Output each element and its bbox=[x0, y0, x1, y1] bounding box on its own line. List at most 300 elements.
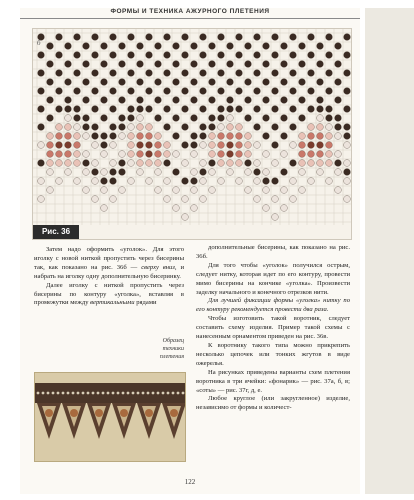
page-edge-shadow bbox=[365, 8, 414, 494]
beadwork-photo-image bbox=[35, 373, 185, 461]
bead bbox=[65, 79, 72, 86]
bead-highlight bbox=[127, 392, 130, 395]
bead bbox=[290, 106, 297, 113]
bead bbox=[182, 142, 189, 149]
bead bbox=[335, 160, 342, 167]
bead bbox=[245, 169, 252, 176]
bead bbox=[227, 124, 234, 131]
bead bbox=[263, 151, 270, 158]
bead bbox=[236, 124, 243, 131]
bead bbox=[191, 115, 198, 122]
bead bbox=[119, 97, 126, 104]
bead bbox=[281, 187, 288, 194]
bead bbox=[146, 88, 153, 95]
beadwork-rosette bbox=[170, 409, 178, 417]
bead bbox=[47, 79, 54, 86]
bead bbox=[254, 142, 261, 149]
bead bbox=[110, 34, 117, 41]
beadwork-diagram bbox=[33, 29, 351, 239]
bead bbox=[47, 142, 54, 149]
bead bbox=[47, 133, 54, 140]
bead bbox=[146, 178, 153, 185]
bead bbox=[299, 169, 306, 176]
bead bbox=[227, 133, 234, 140]
bead bbox=[92, 178, 99, 185]
bead bbox=[227, 106, 234, 113]
bead bbox=[290, 142, 297, 149]
bead bbox=[209, 124, 216, 131]
bead bbox=[326, 160, 333, 167]
bead bbox=[47, 43, 54, 50]
bead bbox=[119, 151, 126, 158]
bead bbox=[137, 79, 144, 86]
bead bbox=[236, 160, 243, 167]
bead bbox=[137, 115, 144, 122]
bead bbox=[101, 151, 108, 158]
bead bbox=[299, 79, 306, 86]
bead bbox=[110, 196, 117, 203]
bead bbox=[101, 178, 108, 185]
bead bbox=[263, 97, 270, 104]
bead bbox=[65, 160, 72, 167]
body-text: Для того чтобы «уголок» получился острым, следует нитку, которая идет по его контуру, провести мимо бисерины на кончике «уголка». Произвести заделку начального и конечного отрезков нити. bbox=[196, 261, 350, 296]
bead bbox=[182, 178, 189, 185]
bead bbox=[290, 34, 297, 41]
bead bbox=[326, 34, 333, 41]
bead bbox=[191, 178, 198, 185]
bead bbox=[335, 124, 342, 131]
bead-highlight bbox=[77, 392, 80, 395]
bead bbox=[173, 79, 180, 86]
bead-highlight bbox=[97, 392, 100, 395]
bead-highlight bbox=[37, 392, 40, 395]
bead bbox=[308, 70, 315, 77]
bead bbox=[56, 70, 63, 77]
bead bbox=[65, 106, 72, 113]
bead bbox=[101, 142, 108, 149]
bead bbox=[146, 133, 153, 140]
bead bbox=[317, 133, 324, 140]
bead bbox=[164, 196, 171, 203]
bead-highlight bbox=[62, 392, 65, 395]
bead bbox=[245, 133, 252, 140]
bead bbox=[263, 79, 270, 86]
bead bbox=[56, 142, 63, 149]
bead bbox=[272, 34, 279, 41]
page-number: 122 bbox=[184, 478, 196, 486]
bead-highlight bbox=[162, 392, 165, 395]
bead bbox=[209, 43, 216, 50]
bead bbox=[281, 205, 288, 212]
bead bbox=[308, 34, 315, 41]
bead bbox=[281, 97, 288, 104]
bead bbox=[56, 124, 63, 131]
bead bbox=[92, 34, 99, 41]
bead bbox=[38, 142, 45, 149]
bead bbox=[290, 160, 297, 167]
bead bbox=[326, 115, 333, 122]
bead bbox=[344, 70, 351, 77]
bead bbox=[83, 151, 90, 158]
bead bbox=[335, 43, 342, 50]
bead bbox=[119, 79, 126, 86]
bead bbox=[263, 187, 270, 194]
bead bbox=[236, 106, 243, 113]
bead bbox=[155, 43, 162, 50]
bead bbox=[263, 169, 270, 176]
bead bbox=[191, 43, 198, 50]
emphasis-text: Для лучшей фиксации формы «уголка» нитку по его контуру рекомендуется провести два раза. bbox=[196, 297, 350, 314]
bead bbox=[308, 88, 315, 95]
bead bbox=[245, 79, 252, 86]
bead bbox=[290, 70, 297, 77]
bead bbox=[335, 151, 342, 158]
bead bbox=[164, 52, 171, 59]
bead bbox=[227, 79, 234, 86]
bead bbox=[281, 169, 288, 176]
bead bbox=[200, 52, 207, 59]
bead bbox=[119, 115, 126, 122]
bead bbox=[110, 88, 117, 95]
bead bbox=[164, 178, 171, 185]
paragraph bbox=[34, 282, 184, 309]
bead bbox=[47, 97, 54, 104]
bead bbox=[173, 97, 180, 104]
bead bbox=[137, 169, 144, 176]
bead bbox=[290, 52, 297, 59]
bead bbox=[110, 70, 117, 77]
bead bbox=[173, 151, 180, 158]
bead bbox=[56, 52, 63, 59]
bead bbox=[155, 79, 162, 86]
bead bbox=[281, 61, 288, 68]
bead bbox=[272, 178, 279, 185]
bead bbox=[92, 70, 99, 77]
bead bbox=[164, 151, 171, 158]
bead bbox=[299, 115, 306, 122]
bead bbox=[209, 61, 216, 68]
bead bbox=[218, 88, 225, 95]
bead bbox=[218, 106, 225, 113]
bead bbox=[65, 142, 72, 149]
bead bbox=[227, 115, 234, 122]
bead bbox=[308, 178, 315, 185]
bead bbox=[335, 187, 342, 194]
bead bbox=[128, 34, 135, 41]
beadwork-rosette bbox=[145, 409, 153, 417]
bead bbox=[56, 160, 63, 167]
bead-highlight bbox=[112, 392, 115, 395]
bead bbox=[146, 151, 153, 158]
bead bbox=[227, 97, 234, 104]
bead bbox=[335, 115, 342, 122]
bead bbox=[182, 160, 189, 167]
bead bbox=[200, 106, 207, 113]
body-text: , и набрать на иголку одну дополнительную бисеринку. bbox=[34, 263, 185, 280]
bead bbox=[272, 124, 279, 131]
bead bbox=[209, 160, 216, 167]
bead bbox=[254, 52, 261, 59]
bead bbox=[47, 115, 54, 122]
bead bbox=[200, 142, 207, 149]
bead bbox=[146, 160, 153, 167]
bead bbox=[236, 178, 243, 185]
bead bbox=[209, 169, 216, 176]
bead bbox=[182, 52, 189, 59]
bead bbox=[218, 70, 225, 77]
bead bbox=[128, 178, 135, 185]
bead bbox=[209, 97, 216, 104]
bead-highlight bbox=[167, 392, 170, 395]
bead bbox=[92, 133, 99, 140]
bead bbox=[200, 169, 207, 176]
paragraph bbox=[34, 246, 184, 282]
bead bbox=[236, 34, 243, 41]
bead bbox=[92, 88, 99, 95]
bead bbox=[200, 196, 207, 203]
bead bbox=[299, 142, 306, 149]
bead bbox=[335, 61, 342, 68]
bead bbox=[209, 142, 216, 149]
bead bbox=[128, 115, 135, 122]
bead bbox=[317, 61, 324, 68]
bead bbox=[263, 133, 270, 140]
bead bbox=[200, 178, 207, 185]
bead bbox=[308, 52, 315, 59]
bead bbox=[182, 196, 189, 203]
bead bbox=[74, 142, 81, 149]
bead bbox=[83, 61, 90, 68]
bead bbox=[236, 142, 243, 149]
bead bbox=[290, 178, 297, 185]
bead bbox=[119, 124, 126, 131]
bead bbox=[38, 70, 45, 77]
bead bbox=[299, 151, 306, 158]
bead bbox=[101, 97, 108, 104]
bead bbox=[155, 133, 162, 140]
bead bbox=[164, 70, 171, 77]
bead bbox=[101, 79, 108, 86]
bead bbox=[245, 187, 252, 194]
bead bbox=[56, 88, 63, 95]
bead-highlight bbox=[142, 392, 145, 395]
bead bbox=[38, 196, 45, 203]
bead bbox=[281, 151, 288, 158]
body-text: К воротнику такого типа можно прикрепить несколько цепочек или тонких жгутов в виде ожерелья. bbox=[196, 341, 350, 367]
bead bbox=[326, 52, 333, 59]
bead bbox=[209, 79, 216, 86]
bead bbox=[299, 160, 306, 167]
bead bbox=[218, 34, 225, 41]
bead bbox=[290, 88, 297, 95]
bead-highlight bbox=[67, 392, 70, 395]
bead-highlight bbox=[42, 392, 45, 395]
bead bbox=[344, 142, 351, 149]
bead bbox=[263, 43, 270, 50]
bead bbox=[308, 124, 315, 131]
bead bbox=[344, 169, 351, 176]
bead bbox=[137, 133, 144, 140]
bead bbox=[317, 151, 324, 158]
bead bbox=[344, 196, 351, 203]
bead bbox=[326, 142, 333, 149]
bead bbox=[173, 205, 180, 212]
bead bbox=[110, 169, 117, 176]
bead bbox=[92, 142, 99, 149]
bead bbox=[110, 106, 117, 113]
bead bbox=[74, 88, 81, 95]
bead bbox=[182, 214, 189, 221]
bead bbox=[317, 79, 324, 86]
bead bbox=[326, 178, 333, 185]
bead bbox=[317, 169, 324, 176]
bead bbox=[101, 43, 108, 50]
body-text: На рисунках приведены варианты схем плетения воротника в три ячейки: «фонарик» — рис. 37а, б, в; «соты» — рис. 37г, д, е. bbox=[196, 368, 350, 394]
bead bbox=[155, 61, 162, 68]
bead bbox=[227, 61, 234, 68]
bead bbox=[56, 133, 63, 140]
bead bbox=[128, 52, 135, 59]
bead bbox=[74, 52, 81, 59]
caption-line: Образец bbox=[162, 338, 184, 344]
bead bbox=[281, 79, 288, 86]
running-title: ФОРМЫ И ТЕХНИКА АЖУРНОГО ПЛЕТЕНИЯ bbox=[110, 8, 270, 15]
bead bbox=[47, 61, 54, 68]
bead bbox=[236, 70, 243, 77]
bead bbox=[191, 187, 198, 194]
bead bbox=[83, 97, 90, 104]
bead bbox=[335, 79, 342, 86]
bead bbox=[137, 61, 144, 68]
bead bbox=[137, 124, 144, 131]
bead bbox=[83, 115, 90, 122]
beadwork-rosette bbox=[120, 409, 128, 417]
bead bbox=[317, 106, 324, 113]
bead bbox=[191, 169, 198, 176]
bead bbox=[200, 88, 207, 95]
bead bbox=[245, 97, 252, 104]
bead bbox=[101, 115, 108, 122]
bead bbox=[47, 187, 54, 194]
bead bbox=[308, 106, 315, 113]
bead bbox=[317, 97, 324, 104]
bead bbox=[218, 151, 225, 158]
bead bbox=[191, 61, 198, 68]
bead bbox=[263, 178, 270, 185]
bead bbox=[101, 205, 108, 212]
beadwork-rosette bbox=[45, 409, 53, 417]
bead bbox=[227, 43, 234, 50]
bead bbox=[119, 43, 126, 50]
bead bbox=[101, 133, 108, 140]
bead bbox=[146, 70, 153, 77]
bead bbox=[200, 160, 207, 167]
bead bbox=[92, 196, 99, 203]
bead bbox=[191, 205, 198, 212]
bead bbox=[128, 106, 135, 113]
bead bbox=[326, 133, 333, 140]
bead bbox=[164, 142, 171, 149]
bead bbox=[146, 34, 153, 41]
bead bbox=[92, 52, 99, 59]
bead bbox=[236, 151, 243, 158]
bead bbox=[92, 160, 99, 167]
bead bbox=[182, 88, 189, 95]
bead bbox=[272, 214, 279, 221]
bead bbox=[326, 124, 333, 131]
text-column-left bbox=[34, 246, 184, 308]
bead bbox=[245, 43, 252, 50]
bead bbox=[281, 43, 288, 50]
bead bbox=[344, 160, 351, 167]
bead bbox=[137, 43, 144, 50]
bead bbox=[281, 115, 288, 122]
bead bbox=[155, 142, 162, 149]
bead bbox=[65, 133, 72, 140]
bead bbox=[200, 133, 207, 140]
bead bbox=[245, 142, 252, 149]
bead bbox=[110, 178, 117, 185]
bead bbox=[344, 52, 351, 59]
emphasis-text: сверху вниз bbox=[141, 263, 175, 271]
beadwork-rosette bbox=[95, 409, 103, 417]
bead bbox=[254, 106, 261, 113]
bead bbox=[65, 61, 72, 68]
bead bbox=[110, 124, 117, 131]
bead bbox=[308, 142, 315, 149]
bead bbox=[218, 115, 225, 122]
bead bbox=[155, 151, 162, 158]
bead bbox=[137, 106, 144, 113]
bead bbox=[110, 52, 117, 59]
bead bbox=[47, 160, 54, 167]
bead bbox=[74, 151, 81, 158]
body-text: рядами bbox=[134, 299, 157, 307]
bead bbox=[299, 187, 306, 194]
bead bbox=[101, 61, 108, 68]
bead bbox=[335, 97, 342, 104]
bead bbox=[155, 97, 162, 104]
body-text: Затем надо оформить «уголок». Для этого иголку с новой ниткой пропустить через бисерины так, как показано на рис. 36б — bbox=[34, 246, 184, 271]
bead bbox=[236, 88, 243, 95]
bead-highlight bbox=[137, 392, 140, 395]
bead bbox=[299, 61, 306, 68]
bead-highlight bbox=[47, 392, 50, 395]
bead bbox=[128, 151, 135, 158]
bead bbox=[83, 169, 90, 176]
bead bbox=[74, 178, 81, 185]
bead bbox=[182, 106, 189, 113]
bead bbox=[101, 187, 108, 194]
bead bbox=[254, 178, 261, 185]
bead bbox=[38, 52, 45, 59]
bead bbox=[119, 61, 126, 68]
bead bbox=[227, 160, 234, 167]
bead bbox=[191, 151, 198, 158]
bead bbox=[74, 133, 81, 140]
bead bbox=[155, 115, 162, 122]
bead bbox=[299, 43, 306, 50]
bead bbox=[173, 169, 180, 176]
paragraph bbox=[196, 262, 350, 298]
bead bbox=[326, 70, 333, 77]
bead bbox=[119, 187, 126, 194]
bead bbox=[182, 34, 189, 41]
bead bbox=[146, 52, 153, 59]
bead bbox=[38, 88, 45, 95]
bead bbox=[299, 133, 306, 140]
bead bbox=[209, 187, 216, 194]
